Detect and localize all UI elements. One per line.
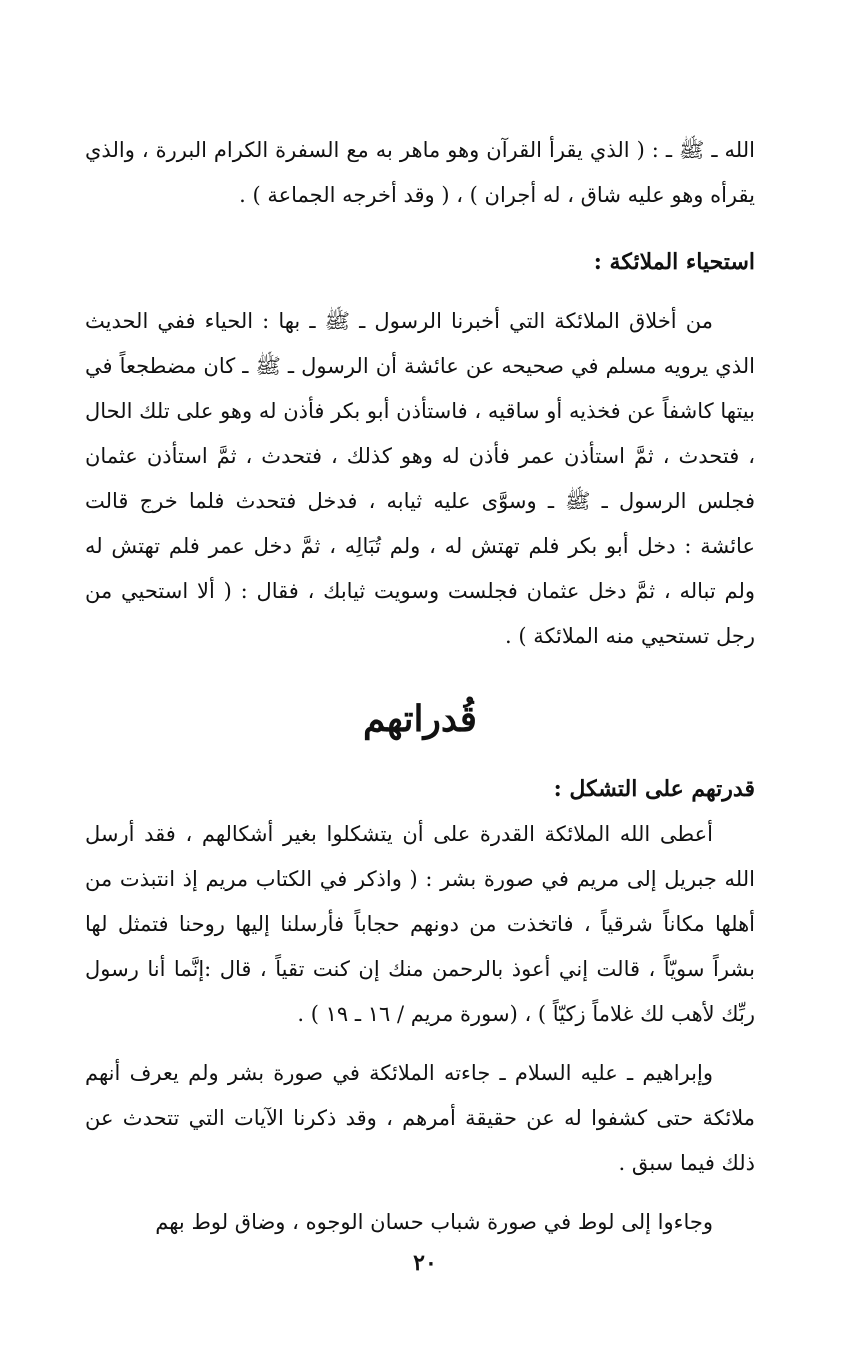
paragraph-lut: وجاءوا إلى لوط في صورة شباب حسان الوجوه ، وضاق لوط بهم — [155, 1210, 713, 1234]
chapter-title: قُدراتهم — [362, 698, 478, 740]
section-heading-shape-shifting: قدرتهم على التشكل : — [553, 776, 755, 802]
section-heading-angels-modesty: استحياء الملائكة : — [593, 249, 755, 275]
page-number: ٢٠ — [413, 1250, 437, 1276]
page-body — [85, 128, 755, 1245]
paragraph-angels-modesty: من أخلاق الملائكة التي أخبرنا الرسول ـ ﷺ ـ بها : الحياء ففي الحديث الذي يرويه مسلم في صحيحه عن عائشة أن الرسول ـ ﷺ ـ كان مضطجعاً في بيتها كاشفاً عن فخذيه أو ساقيه ، فاستأذن أبو بكر فأذن له وهو على تلك الحال ، فتحدث ، ثمَّ استأذن عمر فأذن له وهو كذلك ، فتحدث ، ثمَّ استأذن عثمان فجلس الرسول ـ ﷺ ـ وسوَّى عليه ثيابه ، فدخل فتحدث فلما خرج قالت عائشة : دخل أبو بكر فلم تهتش له ، ولم تُبَالِه ، ثمَّ دخل عمر فلم تهتش له ولم تباله ، ثمَّ دخل عثمان فجلست وسويت ثيابك ، فقال : ( ألا استحيي من رجل تستحيي منه الملائكة ) . — [85, 309, 755, 648]
paragraph-jibril-maryam: أعطى الله الملائكة القدرة على أن يتشكلوا بغير أشكالهم ، فقد أرسل الله جبريل إلى مريم في صورة بشر : ( واذكر في الكتاب مريم إذ انتبذت من أهلها مكاناً شرقياً ، فاتخذت من دونهم حجاباً فأرسلنا إليها روحنا فتمثل لها بشراً سويّاً ، قالت إني أعوذ بالرحمن منك إن كنت تقياً ، قال :إنَّما أنا رسول ربِّك لأهب لك غلاماً زكيّاً ) ، (سورة مريم / ١٦ ـ ١٩ ) . — [85, 822, 755, 1026]
paragraph-hadith-quran: الله ـ ﷺ ـ : ( الذي يقرأ القرآن وهو ماهر به مع السفرة الكرام البررة ، والذي يقرأه وهو عليه شاق ، له أجران ) ، ( وقد أخرجه الجماعة ) . — [85, 138, 755, 207]
paragraph-ibrahim: وإبراهيم ـ عليه السلام ـ جاءته الملائكة في صورة بشر ولم يعرف أنهم ملائكة حتى كشفوا له عن حقيقة أمرهم ، وقد ذكرنا الآيات التي تتحدث عن ذلك فيما سبق . — [85, 1061, 755, 1175]
